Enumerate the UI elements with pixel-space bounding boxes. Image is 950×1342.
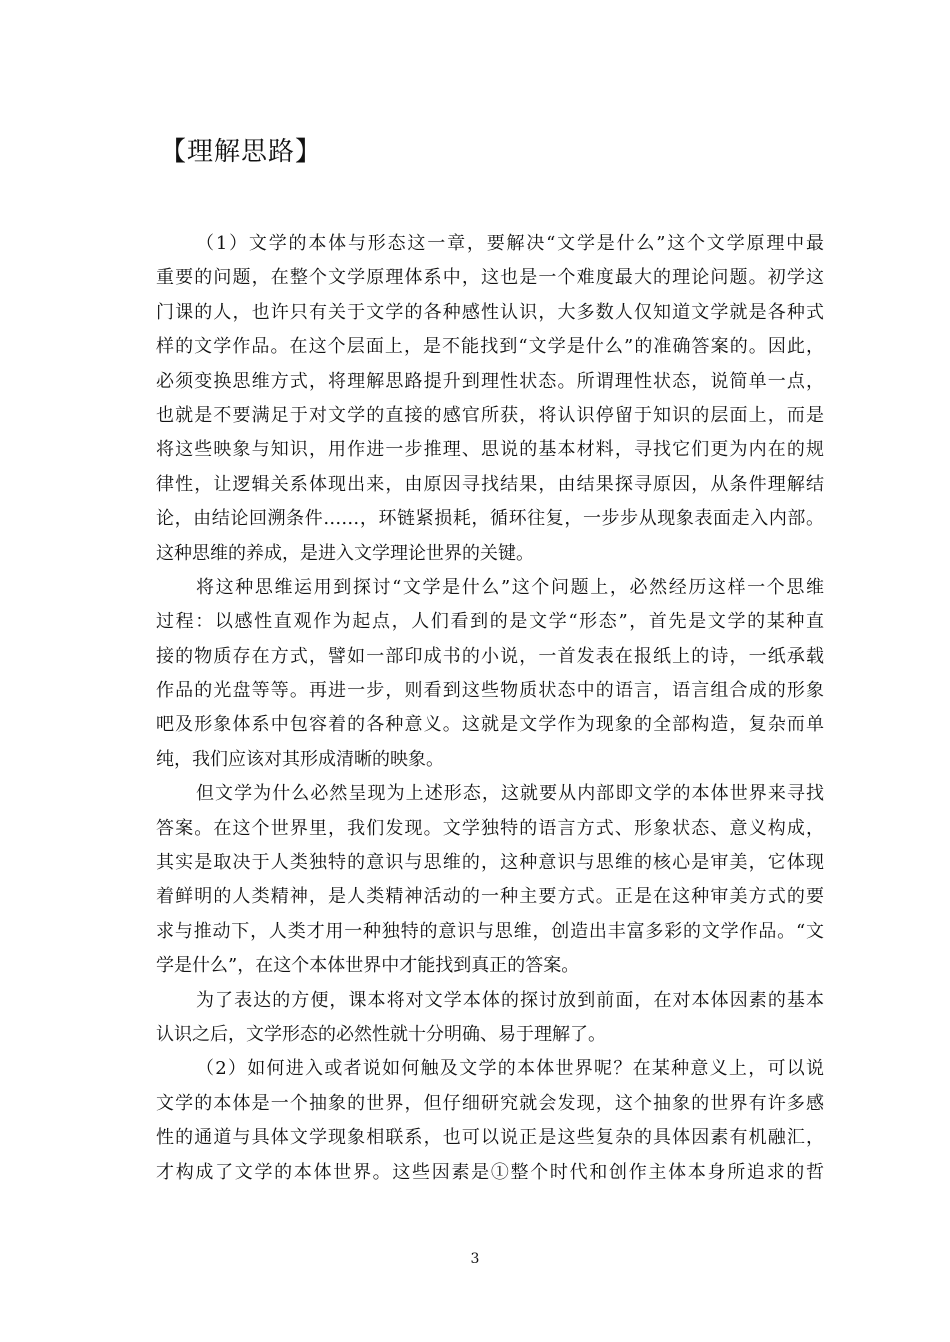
page-number: 3: [470, 1251, 480, 1267]
text-line: 性的通道与具体文学现象相联系，也可以说正是这些复杂的具体因素有机融汇，: [156, 1127, 824, 1149]
text-line: 文学的本体是一个抽象的世界，但仔细研究就会发现，这个抽象的世界有许多感: [156, 1092, 824, 1114]
text-line: 答案。在这个世界里，我们发现。文学独特的语言方式、形象状态、意义构成，: [156, 817, 824, 839]
text-line: 必须变换思维方式，将理解思路提升到理性状态。所谓理性状态，说简单一点，: [156, 370, 824, 392]
text-line: 学是什么”，在这个本体世界中才能找到真正的答案。: [156, 955, 580, 977]
text-line: 律性，让逻辑关系体现出来，由原因寻找结果，由结果探寻原因，从条件理解结: [156, 473, 824, 495]
text-line: （2）如何进入或者说如何触及文学的本体世界呢？在某种意义上，可以说: [196, 1058, 824, 1080]
text-line: 重要的问题，在整个文学原理体系中，这也是一个难度最大的理论问题。初学这: [156, 267, 824, 289]
text-line: 门课的人，也许只有关于文学的各种感性认识，大多数人仅知道文学就是各种式: [156, 301, 824, 323]
text-line: 才构成了文学的本体世界。这些因素是①整个时代和创作主体本身所追求的哲: [156, 1161, 824, 1183]
text-line: 也就是不要满足于对文学的直接的感官所获，将认识停留于知识的层面上，而是: [156, 404, 824, 426]
text-line: 将这些映象与知识，用作进一步推理、思说的基本材料，寻找它们更为内在的规: [156, 439, 824, 461]
text-line: 接的物质存在方式，譬如一部印成书的小说，一首发表在报纸上的诗，一纸承载: [156, 645, 824, 667]
text-line: 样的文学作品。在这个层面上，是不能找到“文学是什么”的准确答案的。因此，: [156, 336, 824, 358]
section-heading: 【理解思路】: [160, 137, 323, 167]
text-line: 着鲜明的人类精神，是人类精神活动的一种主要方式。正是在这种审美方式的要: [156, 886, 824, 908]
text-line: 但文学为什么必然呈现为上述形态，这就要从内部即文学的本体世界来寻找: [196, 783, 824, 805]
text-line: 作品的光盘等等。再进一步，则看到这些物质状态中的语言，语言组合成的形象: [156, 680, 824, 702]
text-line: 其实是取决于人类独特的意识与思维的，这种意识与思维的核心是审美，它体现: [156, 852, 824, 874]
text-line: 为了表达的方便，课本将对文学本体的探讨放到前面，在对本体因素的基本: [196, 989, 824, 1011]
text-line: （1）文学的本体与形态这一章，要解决“文学是什么”这个文学原理中最: [196, 233, 824, 254]
text-line: 将这种思维运用到探讨“文学是什么”这个问题上，必然经历这样一个思维: [196, 576, 824, 598]
text-line: 纯，我们应该对其形成清晰的映象。: [156, 748, 444, 770]
text-line: 这种思维的养成，是进入文学理论世界的关键。: [156, 542, 534, 564]
body-text: [156, 227, 824, 1190]
text-line: 求与推动下，人类才用一种独特的意识与思维，创造出丰富多彩的文学作品。“文: [156, 920, 824, 942]
text-line: 吧及形象体系中包容着的各种意义。这就是文学作为现象的全部构造，复杂而单: [156, 714, 824, 736]
text-line: 论，由结论回溯条件……，环链紧损耗，循环往复，一步步从现象表面走入内部。: [156, 508, 824, 530]
text-line: 认识之后，文学形态的必然性就十分明确、易于理解了。: [156, 1023, 606, 1045]
text-line: 过程：以感性直观作为起点，人们看到的是文学“形态”，首先是文学的某种直: [156, 611, 824, 633]
